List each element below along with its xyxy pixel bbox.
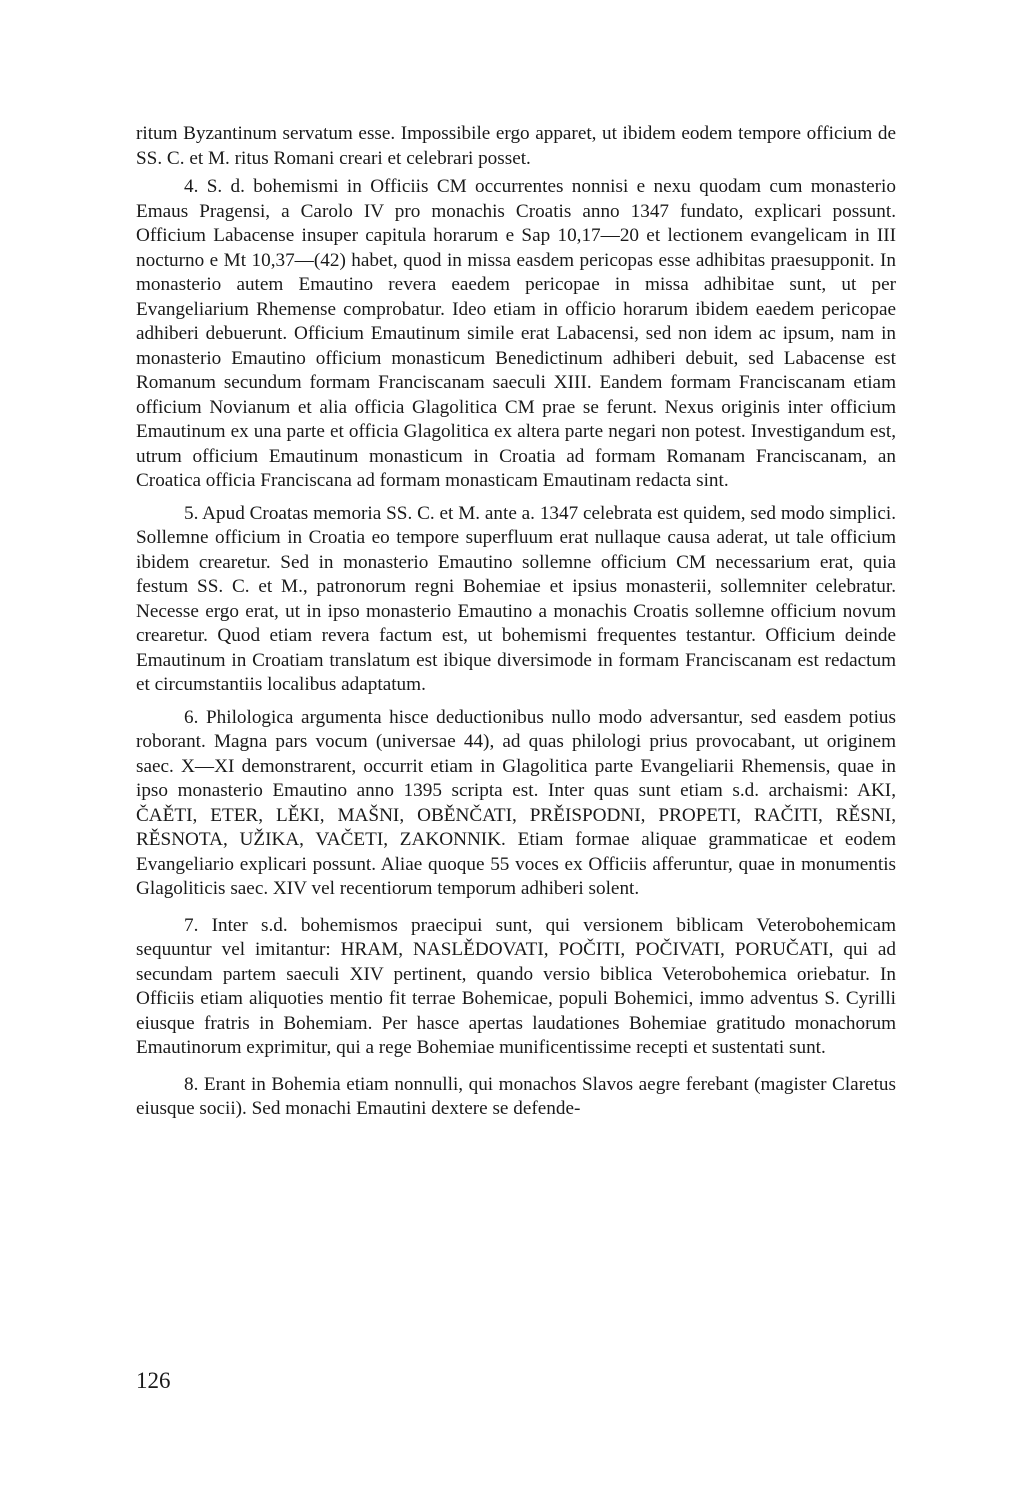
page-number: 126: [136, 1368, 171, 1393]
paragraph-6: 6. Philologica argumenta hisce deductionibus nullo modo adversantur, sed easdem potius roborant. Magna pars vocum (universae 44), ad quas philologi prius provocabant, ut originem saec. X—XI demonstrarent, occurrit etiam in Glagolitica parte Evangeliarii Rhemensis, quae in ipso monasterio Emautino anno 1395 scripta est. Inter quas sunt etiam s.d. archaismi: AKI, ČAĚTI, ETER, LĚKI, MAŠNI, OBĚNČATI, PRĚISPODNI, PROPETI, RAČITI, RĚSNI, RĚSNOTA, UŽIKA, VAČETI, ZAKONNIK. Etiam formae aliquae grammaticae et eodem Evangeliario explicari possunt. Aliae quoque 55 voces ex Officiis afferuntur, quae in monumentis Glagoliticis saec. XIV vel recentiorum temporum adhiberi solent.: [136, 706, 896, 899]
paragraph-8: 8. Erant in Bohemia etiam nonnulli, qui monachos Slavos aegre ferebant (magister Claretus eiusque socii). Sed monachi Emautini dextere se defende-: [136, 1073, 896, 1119]
page-body: [136, 122, 896, 1122]
paragraph-4: 4. S. d. bohemismi in Officiis CM occurrentes nonnisi e nexu quodam cum monasterio Emaus Pragensi, a Carolo IV pro monachis Croatis anno 1347 fundato, explicari possunt. Officium Labacense insuper capitula horarum e Sap 10,17—20 et lectionem evangelicam in III nocturno e Mt 10,37—(42) habet, quod in missa easdem pericopas esse adhibitas praesupponit. In monasterio autem Emautino revera eaedem pericopae in missa adhibitae sunt, ut per Evangeliarium Rhemense comprobatur. Ideo etiam in officio horarum ibidem eaedem pericopae adhiberi debuerunt. Officium Emautinum simile erat Labacensi, sed non idem ac ipsum, nam in monasterio Emautino officium monasticum Benedictinum adhiberi debuit, sed Labacense est Romanum secundum formam Franciscanam saeculi XIII. Eandem formam Franciscanam etiam officium Novianum et alia officia Glagolitica CM prae se ferunt. Nexus originis inter officium Emautinum ex una parte et officia Glagolitica ex altera parte negari non potest. Investigandum est, utrum officium Emautinum monasticum in Croatia ad formam Romanam Franciscanam, an Croatica officia Franciscana ad formam monasticam Emautinam redacta sint.: [136, 176, 896, 491]
paragraph-5: 5. Apud Croatas memoria SS. C. et M. ante a. 1347 celebrata est quidem, sed modo simplici. Sollemne officium in Croatia eo tempore superfluum erat nullaque causa aderat, ut tale officium ibidem crearetur. Sed in monasterio Emautino sollemne officium CM necessarium erat, quia festum SS. C. et M., patronorum regni Bohemiae et ipsius monasterii, sollemniter celebratur. Necesse ergo erat, ut in ipso monasterio Emautino a monachis Croatis sollemne officium novum crearetur. Quod etiam revera factum est, ut bohemismi frequentes testantur. Officium deinde Emautinum in Croatiam translatum est ibique diversimode in formam Franciscanam est redactum et circumstantiis localibus adaptatum.: [136, 502, 896, 695]
paragraph-7: 7. Inter s.d. bohemismos praecipui sunt, qui versionem biblicam Veterobohemicam sequuntur vel imitantur: HRAM, NASLĚDOVATI, POČITI, POČIVATI, PORUČATI, qui ad secundam partem saeculi XIV pertinent, quando versio biblica Veterobohemica oriebatur. In Officiis etiam aliquoties mentio fit terrae Bohemicae, populi Bohemici, immo adventus S. Cyrilli eiusque fratris in Bohemiam. Per hasce apertas laudationes Bohemiae gratitudo monachorum Emautinorum exprimitur, qui a rege Bohemiae munificentissime recepti et sustentati sunt.: [136, 914, 896, 1058]
paragraph-continuation: ritum Byzantinum servatum esse. Impossibile ergo apparet, ut ibidem eodem tempore officium de SS. C. et M. ritus Romani creari et celebrari posset.: [136, 123, 896, 169]
